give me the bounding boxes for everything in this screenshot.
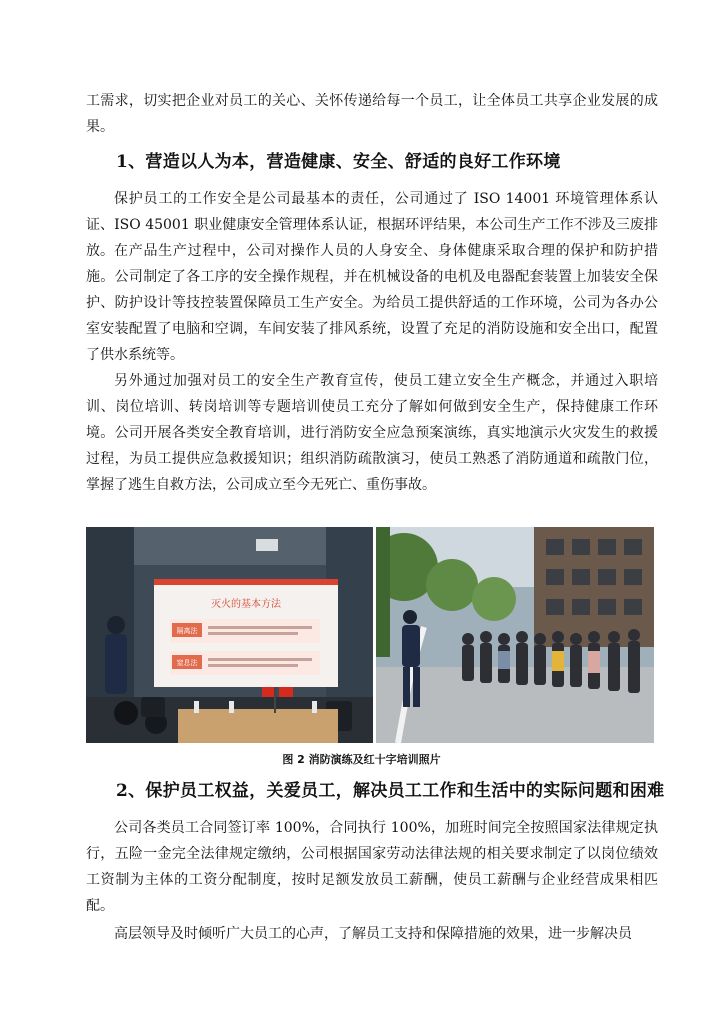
- section-heading-1: 1、营造以人为本，营造健康、安全、舒适的良好工作环境: [116, 152, 561, 172]
- paragraph-production-safety: 在产品生产过程中，公司对操作人员的人身安全、身体健康采取合理的保护和防护措施。公司制定了各工序的安全操作规程，并在机械设备的电机及电器配套装置上加装安全保护、防护设计等技控装置保障员工生产安全。为给员工提供舒适的工作环境，公司为各办公室安装配置了电脑和空调，车间安装了排风系统，设置了充足的消防设施和安全出口，配置了供水系统等。: [86, 243, 658, 363]
- training-room-illustration: [86, 527, 373, 743]
- paragraph-intro-continuation: 工需求，切实把企业对员工的关心、关怀传递给每一个员工，让全体员工共享企业发展的成果。: [86, 93, 658, 135]
- fire-drill-photo: [376, 527, 654, 743]
- section-heading-2: 2、保护员工权益，关爱员工，解决员工工作和生活中的实际问题和困难: [116, 781, 665, 801]
- slide-label-isolation: 隔离法: [176, 627, 198, 635]
- paragraph-safety-certification: 保护员工的工作安全是公司最基本的责任，公司通过了 ISO 14001 环境管理体系认证、ISO 45001 职业健康安全管理体系认证，根据环评结果，本公司生产工作不涉及三废排放。: [86, 191, 658, 259]
- fire-drill-illustration: [376, 527, 654, 743]
- training-room-photo: [86, 527, 373, 743]
- slide-label-suffocation: 窒息法: [176, 659, 198, 667]
- paragraph-listening-to-employees: 高层领导及时倾听广大员工的心声，了解员工支持和保障措施的效果，进一步解决员: [114, 926, 632, 942]
- paragraph-employee-rights: 公司各类员工合同签订率 100%，合同执行 100%，加班时间完全按照国家法律规定执行，五险一金完全法律规定缴纳，公司根据国家劳动法律法规的相关要求制定了以岗位绩效工资制为主体的工资分配制度，按时足额发放员工薪酬，使员工薪酬与企业经营成果相匹配。: [86, 820, 658, 914]
- photo-figure: [86, 527, 654, 743]
- paragraph-safety-training: 另外通过加强对员工的安全生产教育宣传，使员工建立安全生产概念，并通过入职培训、岗位培训、转岗培训等专题培训使员工充分了解如何做到安全生产，保持健康工作环境。公司开展各类安全教育培训，进行消防安全应急预案演练，真实地演示火灾发生的救援过程，为员工提供应急救援知识；组织消防疏散演习，使员工熟悉了消防通道和疏散门位，掌握了逃生自救方法，公司成立至今无死亡、重伤事故。: [86, 373, 658, 493]
- figure-caption: 图 2 消防演练及红十字培训照片: [282, 753, 441, 766]
- slide-title: 灭火的基本方法: [211, 599, 281, 610]
